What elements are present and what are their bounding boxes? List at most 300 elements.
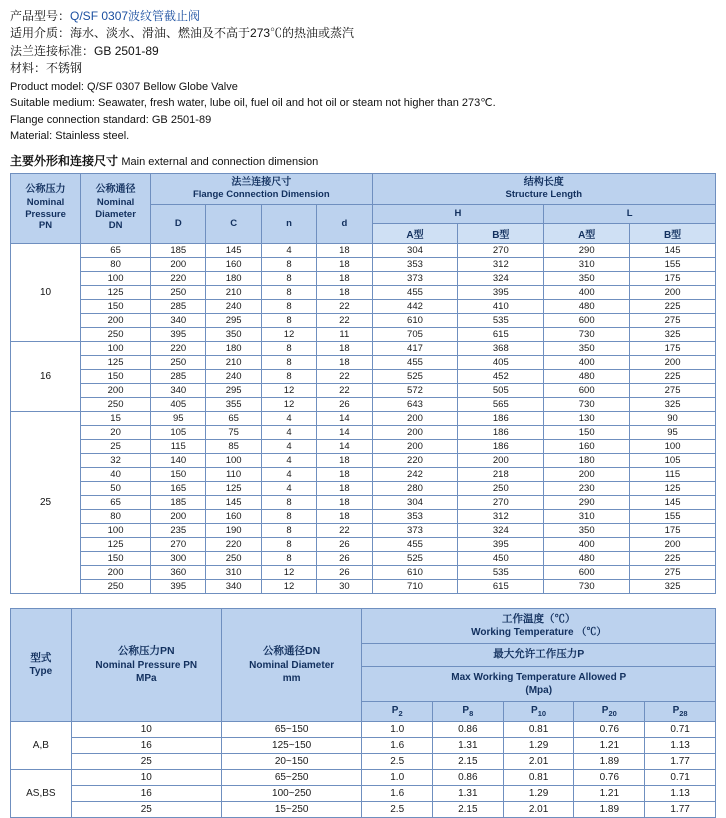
cell-D: 285 bbox=[151, 299, 206, 313]
header-working-temp bbox=[362, 608, 716, 644]
header-type bbox=[11, 608, 72, 721]
cell-n: 12 bbox=[261, 397, 316, 411]
cell-L-b: 275 bbox=[630, 383, 716, 397]
header-flange-dimension bbox=[151, 173, 372, 204]
cell-dn: 200 bbox=[81, 313, 151, 327]
cell-n: 4 bbox=[261, 411, 316, 425]
cell-L-b: 175 bbox=[630, 271, 716, 285]
cell-dn: 250 bbox=[81, 579, 151, 593]
cell-dn: 125 bbox=[81, 537, 151, 551]
cell-p2: 1.0 bbox=[362, 722, 433, 738]
cell-L-a: 600 bbox=[544, 565, 630, 579]
cell-H-a: 442 bbox=[372, 299, 458, 313]
cell-L-a: 730 bbox=[544, 579, 630, 593]
cell-H-b: 505 bbox=[458, 383, 544, 397]
cell-D: 235 bbox=[151, 523, 206, 537]
cell-d: 18 bbox=[317, 355, 372, 369]
header-col-H: H bbox=[372, 204, 544, 223]
cell-H-a: 417 bbox=[372, 341, 458, 355]
header-maxp-unit: (Mpa) bbox=[525, 685, 553, 697]
cell-H-a: 200 bbox=[372, 411, 458, 425]
cell-L-a: 730 bbox=[544, 327, 630, 341]
cell-dn: 40 bbox=[81, 467, 151, 481]
cell-n: 8 bbox=[261, 285, 316, 299]
cell-D: 200 bbox=[151, 257, 206, 271]
cell-H-b: 250 bbox=[458, 481, 544, 495]
cell-H-a: 455 bbox=[372, 355, 458, 369]
cell-L-b: 325 bbox=[630, 579, 716, 593]
table-row bbox=[11, 299, 716, 313]
cell-H-a: 572 bbox=[372, 383, 458, 397]
table-row bbox=[11, 257, 716, 271]
cell-H-b: 312 bbox=[458, 509, 544, 523]
header-pn-en3: PN bbox=[38, 220, 53, 232]
en-model: Product model: Q/SF 0307 Bellow Globe Valve bbox=[10, 80, 238, 93]
cell-D: 405 bbox=[151, 397, 206, 411]
header-nominal-diameter bbox=[81, 173, 151, 243]
cell-L-a: 600 bbox=[544, 383, 630, 397]
cell-H-a: 610 bbox=[372, 313, 458, 327]
header-material-label: 材料： bbox=[10, 61, 47, 76]
table-row bbox=[11, 327, 716, 341]
cell-d: 26 bbox=[317, 537, 372, 551]
header-block bbox=[10, 8, 716, 78]
cell-H-b: 368 bbox=[458, 341, 544, 355]
cell-C: 240 bbox=[206, 369, 261, 383]
header-medium-label: 适用介质： bbox=[10, 26, 71, 41]
header-temp-en: Working Temperature （℃） bbox=[471, 627, 607, 639]
table-row bbox=[11, 481, 716, 495]
cell-dn: 20 bbox=[81, 425, 151, 439]
cell-L-a: 400 bbox=[544, 355, 630, 369]
cell-H-b: 615 bbox=[458, 579, 544, 593]
cell-C: 85 bbox=[206, 439, 261, 453]
cell-d: 14 bbox=[317, 411, 372, 425]
cell-n: 8 bbox=[261, 551, 316, 565]
table-row bbox=[11, 523, 716, 537]
cell-L-a: 290 bbox=[544, 495, 630, 509]
table-row bbox=[11, 439, 716, 453]
cell-p28: 1.77 bbox=[645, 802, 716, 818]
table-row bbox=[11, 802, 716, 818]
cell-L-a: 230 bbox=[544, 481, 630, 495]
cell-L-b: 225 bbox=[630, 551, 716, 565]
header-pt-pn-cn: 公称压力PN bbox=[117, 645, 175, 658]
cell-L-a: 290 bbox=[544, 243, 630, 257]
section-title bbox=[10, 152, 716, 169]
cell-D: 270 bbox=[151, 537, 206, 551]
cell-p10: 1.29 bbox=[503, 738, 574, 754]
header-structure-en: Structure Length bbox=[505, 189, 583, 201]
cell-d: 18 bbox=[317, 495, 372, 509]
cell-type: AS,BS bbox=[11, 770, 72, 818]
cell-p8: 2.15 bbox=[432, 754, 503, 770]
cell-pn: 10 bbox=[71, 770, 221, 786]
header-p-10: $P_{10}$ bbox=[503, 702, 574, 722]
cell-p2: 1.6 bbox=[362, 738, 433, 754]
cell-L-a: 310 bbox=[544, 509, 630, 523]
header-flange-value: GB 2501-89 bbox=[94, 43, 159, 58]
cell-dn: 32 bbox=[81, 453, 151, 467]
header-maxp-en: Max Working Temperature Allowed P bbox=[451, 672, 627, 684]
cell-C: 340 bbox=[206, 579, 261, 593]
header-nominal-pressure bbox=[11, 173, 81, 243]
cell-p8: 1.31 bbox=[432, 738, 503, 754]
cell-d: 26 bbox=[317, 551, 372, 565]
cell-C: 160 bbox=[206, 257, 261, 271]
cell-H-a: 373 bbox=[372, 271, 458, 285]
cell-D: 285 bbox=[151, 369, 206, 383]
header-flange-label: 法兰连接标准： bbox=[10, 43, 95, 58]
header-pt-pn-unit: MPa bbox=[136, 672, 157, 684]
cell-L-b: 145 bbox=[630, 495, 716, 509]
cell-p20: 1.21 bbox=[574, 786, 645, 802]
cell-dn: 150 bbox=[81, 369, 151, 383]
cell-H-b: 395 bbox=[458, 285, 544, 299]
cell-n: 12 bbox=[261, 327, 316, 341]
table-row bbox=[11, 467, 716, 481]
cell-D: 185 bbox=[151, 495, 206, 509]
header-col-D: D bbox=[151, 204, 206, 243]
dimension-table-head bbox=[11, 173, 716, 243]
header-col-C: C bbox=[206, 204, 261, 243]
cell-dn: 100 bbox=[81, 341, 151, 355]
cell-d: 14 bbox=[317, 425, 372, 439]
cell-L-b: 275 bbox=[630, 565, 716, 579]
cell-L-b: 115 bbox=[630, 467, 716, 481]
cell-H-a: 220 bbox=[372, 453, 458, 467]
section-title-en: Main external and connection dimension bbox=[121, 155, 319, 168]
cell-H-b: 218 bbox=[458, 467, 544, 481]
table-row bbox=[11, 495, 716, 509]
cell-C: 210 bbox=[206, 355, 261, 369]
section-title-cn: 主要外形和连接尺寸 bbox=[10, 153, 119, 168]
cell-C: 355 bbox=[206, 397, 261, 411]
cell-L-b: 125 bbox=[630, 481, 716, 495]
cell-n: 8 bbox=[261, 523, 316, 537]
cell-L-a: 310 bbox=[544, 257, 630, 271]
cell-p20: 1.21 bbox=[574, 738, 645, 754]
cell-L-a: 480 bbox=[544, 369, 630, 383]
cell-n: 12 bbox=[261, 565, 316, 579]
table-row bbox=[11, 738, 716, 754]
cell-n: 4 bbox=[261, 467, 316, 481]
cell-L-b: 325 bbox=[630, 397, 716, 411]
cell-D: 95 bbox=[151, 411, 206, 425]
cell-L-b: 200 bbox=[630, 355, 716, 369]
cell-H-a: 455 bbox=[372, 285, 458, 299]
cell-L-a: 730 bbox=[544, 397, 630, 411]
cell-p10: 2.01 bbox=[503, 754, 574, 770]
cell-dn: 15 bbox=[81, 411, 151, 425]
header-p-20: $P_{20}$ bbox=[574, 702, 645, 722]
table-row bbox=[11, 313, 716, 327]
cell-d: 26 bbox=[317, 397, 372, 411]
cell-L-b: 95 bbox=[630, 425, 716, 439]
cell-C: 295 bbox=[206, 313, 261, 327]
cell-p2: 1.6 bbox=[362, 786, 433, 802]
header-temp-cn: 工作温度（℃） bbox=[501, 612, 576, 625]
cell-D: 220 bbox=[151, 271, 206, 285]
header-dn-en1: Nominal bbox=[96, 196, 135, 208]
cell-D: 340 bbox=[151, 313, 206, 327]
cell-L-b: 145 bbox=[630, 243, 716, 257]
header-flange-row bbox=[10, 43, 716, 60]
cell-d: 26 bbox=[317, 565, 372, 579]
header-model-row bbox=[10, 8, 716, 25]
cell-L-a: 600 bbox=[544, 313, 630, 327]
cell-dn: 100~250 bbox=[221, 786, 362, 802]
en-flange: Flange connection standard: GB 2501-89 bbox=[10, 113, 212, 126]
table-row bbox=[11, 383, 716, 397]
cell-dn: 250 bbox=[81, 397, 151, 411]
cell-H-b: 615 bbox=[458, 327, 544, 341]
header-max-pressure bbox=[362, 644, 716, 667]
header-pt-dn bbox=[221, 608, 362, 721]
table-row bbox=[11, 754, 716, 770]
cell-d: 18 bbox=[317, 243, 372, 257]
cell-H-b: 270 bbox=[458, 495, 544, 509]
cell-L-b: 155 bbox=[630, 509, 716, 523]
cell-dn: 250 bbox=[81, 327, 151, 341]
cell-L-a: 180 bbox=[544, 453, 630, 467]
cell-C: 240 bbox=[206, 299, 261, 313]
table-row bbox=[11, 411, 716, 425]
header-pt-pn-en: Nominal Pressure PN bbox=[95, 659, 198, 671]
cell-C: 145 bbox=[206, 243, 261, 257]
pt-table-body bbox=[11, 722, 716, 818]
cell-n: 8 bbox=[261, 271, 316, 285]
header-model-value: Q/SF 0307波纹管截止阀 bbox=[70, 9, 201, 23]
cell-p20: 1.89 bbox=[574, 802, 645, 818]
table-row bbox=[11, 271, 716, 285]
table-row bbox=[11, 355, 716, 369]
cell-C: 350 bbox=[206, 327, 261, 341]
cell-D: 150 bbox=[151, 467, 206, 481]
table-row bbox=[11, 397, 716, 411]
cell-L-b: 325 bbox=[630, 327, 716, 341]
cell-H-a: 710 bbox=[372, 579, 458, 593]
cell-C: 75 bbox=[206, 425, 261, 439]
header-L-type-a: A型 bbox=[544, 223, 630, 243]
cell-nominal-pressure: 16 bbox=[11, 341, 81, 411]
header-H-type-a: A型 bbox=[372, 223, 458, 243]
cell-H-a: 200 bbox=[372, 439, 458, 453]
cell-d: 18 bbox=[317, 285, 372, 299]
cell-L-b: 200 bbox=[630, 285, 716, 299]
header-material-row bbox=[10, 60, 716, 77]
cell-nominal-pressure: 10 bbox=[11, 243, 81, 341]
header-pt-pn bbox=[71, 608, 221, 721]
cell-D: 360 bbox=[151, 565, 206, 579]
cell-C: 180 bbox=[206, 271, 261, 285]
cell-H-a: 304 bbox=[372, 243, 458, 257]
en-medium: Suitable medium: Seawater, fresh water, lube oil, fuel oil and hot oil or steam not higher than 273℃. bbox=[10, 97, 496, 110]
cell-H-a: 200 bbox=[372, 425, 458, 439]
cell-dn: 65~150 bbox=[221, 722, 362, 738]
cell-d: 18 bbox=[317, 257, 372, 271]
cell-n: 4 bbox=[261, 453, 316, 467]
cell-C: 110 bbox=[206, 467, 261, 481]
header-english-block bbox=[10, 79, 716, 145]
cell-L-a: 400 bbox=[544, 537, 630, 551]
cell-L-a: 400 bbox=[544, 285, 630, 299]
cell-p28: 0.71 bbox=[645, 770, 716, 786]
cell-H-a: 525 bbox=[372, 369, 458, 383]
cell-C: 190 bbox=[206, 523, 261, 537]
cell-H-a: 353 bbox=[372, 257, 458, 271]
cell-L-b: 100 bbox=[630, 439, 716, 453]
table-row bbox=[11, 509, 716, 523]
cell-L-b: 225 bbox=[630, 369, 716, 383]
table-row bbox=[11, 579, 716, 593]
cell-C: 220 bbox=[206, 537, 261, 551]
cell-D: 395 bbox=[151, 579, 206, 593]
cell-d: 18 bbox=[317, 467, 372, 481]
cell-n: 4 bbox=[261, 243, 316, 257]
cell-dn: 20~150 bbox=[221, 754, 362, 770]
cell-C: 210 bbox=[206, 285, 261, 299]
cell-L-a: 200 bbox=[544, 467, 630, 481]
cell-nominal-pressure: 25 bbox=[11, 411, 81, 593]
cell-L-b: 225 bbox=[630, 299, 716, 313]
cell-d: 22 bbox=[317, 299, 372, 313]
cell-L-b: 175 bbox=[630, 341, 716, 355]
cell-H-b: 450 bbox=[458, 551, 544, 565]
cell-L-b: 175 bbox=[630, 523, 716, 537]
header-pn-en2: Pressure bbox=[25, 208, 66, 220]
cell-D: 250 bbox=[151, 355, 206, 369]
cell-H-a: 280 bbox=[372, 481, 458, 495]
cell-H-a: 353 bbox=[372, 509, 458, 523]
header-p-2: $P_2$ bbox=[362, 702, 433, 722]
cell-p2: 2.5 bbox=[362, 802, 433, 818]
header-max-pressure-en bbox=[362, 667, 716, 702]
header-pt-dn-en: Nominal Diameter bbox=[249, 659, 335, 671]
cell-n: 8 bbox=[261, 299, 316, 313]
cell-p8: 0.86 bbox=[432, 722, 503, 738]
cell-p28: 1.13 bbox=[645, 738, 716, 754]
table-row bbox=[11, 453, 716, 467]
cell-dn: 80 bbox=[81, 509, 151, 523]
cell-H-b: 270 bbox=[458, 243, 544, 257]
cell-p10: 2.01 bbox=[503, 802, 574, 818]
cell-H-a: 643 bbox=[372, 397, 458, 411]
dimension-table bbox=[10, 173, 716, 594]
header-dn-en3: DN bbox=[108, 220, 123, 232]
header-material-value: 不锈钢 bbox=[46, 61, 83, 76]
cell-p8: 2.15 bbox=[432, 802, 503, 818]
cell-H-b: 186 bbox=[458, 439, 544, 453]
header-pn-cn: 公称压力 bbox=[25, 184, 66, 196]
cell-H-b: 186 bbox=[458, 425, 544, 439]
cell-D: 185 bbox=[151, 243, 206, 257]
pressure-temperature-table bbox=[10, 608, 716, 818]
cell-H-b: 200 bbox=[458, 453, 544, 467]
pt-table-head bbox=[11, 608, 716, 721]
table-row bbox=[11, 537, 716, 551]
header-structure-length bbox=[372, 173, 715, 204]
cell-L-b: 200 bbox=[630, 537, 716, 551]
cell-dn: 65~250 bbox=[221, 770, 362, 786]
table-row bbox=[11, 551, 716, 565]
cell-d: 18 bbox=[317, 341, 372, 355]
header-pn-en1: Nominal bbox=[26, 196, 65, 208]
cell-n: 8 bbox=[261, 537, 316, 551]
cell-p10: 1.29 bbox=[503, 786, 574, 802]
cell-D: 140 bbox=[151, 453, 206, 467]
header-H-type-b: B型 bbox=[458, 223, 544, 243]
cell-p10: 0.81 bbox=[503, 770, 574, 786]
cell-d: 22 bbox=[317, 369, 372, 383]
table-row bbox=[11, 565, 716, 579]
cell-H-a: 373 bbox=[372, 523, 458, 537]
cell-pn: 16 bbox=[71, 738, 221, 754]
header-col-n: n bbox=[261, 204, 316, 243]
cell-dn: 65 bbox=[81, 495, 151, 509]
table-row bbox=[11, 770, 716, 786]
cell-dn: 125~150 bbox=[221, 738, 362, 754]
cell-L-b: 275 bbox=[630, 313, 716, 327]
cell-n: 4 bbox=[261, 425, 316, 439]
cell-dn: 125 bbox=[81, 285, 151, 299]
cell-D: 165 bbox=[151, 481, 206, 495]
cell-p8: 0.86 bbox=[432, 770, 503, 786]
header-col-d: d bbox=[317, 204, 372, 243]
table-row bbox=[11, 285, 716, 299]
cell-H-a: 705 bbox=[372, 327, 458, 341]
cell-n: 8 bbox=[261, 369, 316, 383]
header-medium-value: 海水、淡水、滑油、燃油及不高于273℃的热油或蒸汽 bbox=[70, 26, 355, 41]
cell-H-b: 535 bbox=[458, 313, 544, 327]
cell-H-a: 304 bbox=[372, 495, 458, 509]
cell-p20: 0.76 bbox=[574, 722, 645, 738]
header-p-8: $P_8$ bbox=[432, 702, 503, 722]
cell-H-a: 610 bbox=[372, 565, 458, 579]
table-row bbox=[11, 722, 716, 738]
cell-d: 18 bbox=[317, 453, 372, 467]
cell-L-a: 480 bbox=[544, 299, 630, 313]
cell-p28: 0.71 bbox=[645, 722, 716, 738]
cell-L-b: 155 bbox=[630, 257, 716, 271]
cell-D: 395 bbox=[151, 327, 206, 341]
cell-H-b: 410 bbox=[458, 299, 544, 313]
cell-H-a: 455 bbox=[372, 537, 458, 551]
cell-pn: 10 bbox=[71, 722, 221, 738]
cell-p2: 1.0 bbox=[362, 770, 433, 786]
cell-dn: 150 bbox=[81, 299, 151, 313]
cell-type: A,B bbox=[11, 722, 72, 770]
cell-n: 4 bbox=[261, 481, 316, 495]
header-L-type-b: B型 bbox=[630, 223, 716, 243]
cell-H-b: 452 bbox=[458, 369, 544, 383]
header-flange-en: Flange Connection Dimension bbox=[192, 189, 330, 201]
header-dn-cn: 公称通径 bbox=[95, 184, 136, 196]
cell-H-b: 186 bbox=[458, 411, 544, 425]
cell-n: 8 bbox=[261, 509, 316, 523]
cell-d: 14 bbox=[317, 439, 372, 453]
header-dn-en2: Diameter bbox=[95, 208, 136, 220]
table-header-row-1 bbox=[11, 173, 716, 204]
cell-p8: 1.31 bbox=[432, 786, 503, 802]
cell-pn: 25 bbox=[71, 754, 221, 770]
cell-L-a: 130 bbox=[544, 411, 630, 425]
header-type-cn: 型式 bbox=[30, 651, 52, 664]
cell-D: 220 bbox=[151, 341, 206, 355]
cell-d: 18 bbox=[317, 271, 372, 285]
cell-p28: 1.13 bbox=[645, 786, 716, 802]
header-pt-dn-cn: 公称通径DN bbox=[263, 645, 321, 658]
